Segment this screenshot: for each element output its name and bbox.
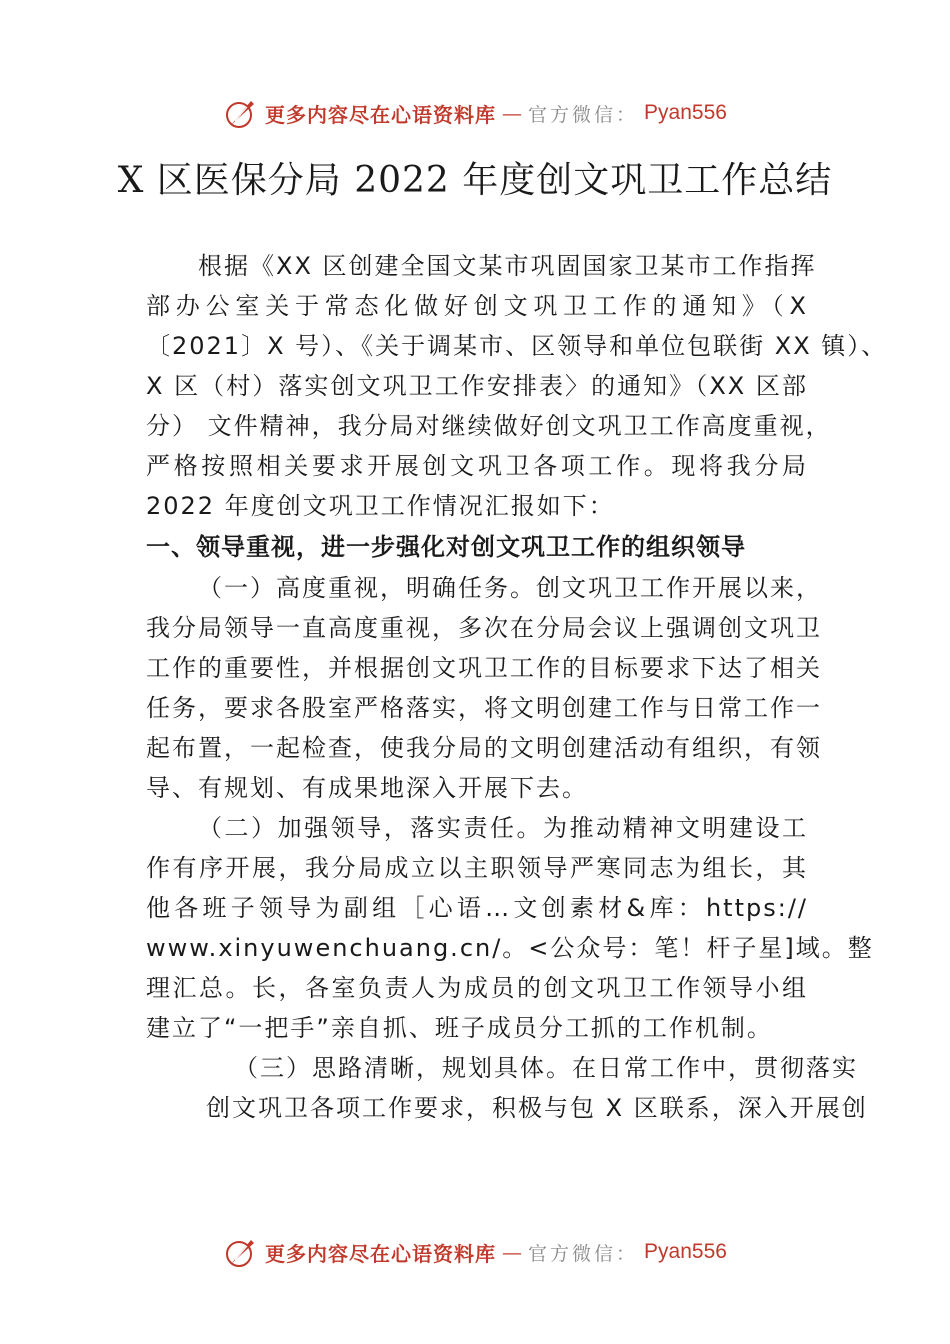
text-line: （二）加强领导，落实责任。为推动精神文明建设工: [198, 814, 808, 842]
text-line: 他各班子领导为副组［心语…文创素材&库：https://: [146, 894, 808, 922]
document-body: [146, 246, 888, 1128]
document-title: X 区医保分局 2022 年度创文巩卫工作总结: [117, 160, 833, 201]
watermark-label: 官方微信：: [528, 1242, 639, 1265]
text-line: 建立了“一把手”亲自抓、班子成员分工抓的工作机制。: [146, 1014, 773, 1042]
watermark-separator: —: [502, 1240, 523, 1264]
text-line: 2022 年度创文巩卫工作情况汇报如下：: [146, 492, 615, 520]
text-line: 〔2021〕X 号）、《关于调某市、区领导和单位包联街 XX 镇）、: [146, 332, 888, 360]
text-line: 根据《XX 区创建全国文某市巩固国家卫某市工作指挥: [198, 252, 817, 280]
text-line: 工作的重要性，并根据创文巩卫工作的目标要求下达了相关: [146, 654, 822, 682]
watermark-bottom: [0, 1234, 950, 1270]
watermark-label: 官方微信：: [528, 103, 639, 126]
watermark-text: 更多内容尽在心语资料库: [265, 102, 497, 127]
text-line: 起布置，一起检查，使我分局的文明创建活动有组织，有领: [146, 734, 822, 762]
text-line: www.xinyuwenchuang.cn/。<公众号：笔！杆子星]域。整: [146, 934, 874, 962]
paragraph-intro: [146, 246, 888, 526]
text-line: 作有序开展，我分局成立以主职领导严寒同志为组长，其: [146, 854, 808, 882]
section-body: [146, 568, 874, 1128]
text-line: 导、有规划、有成果地深入开展下去。: [146, 774, 588, 802]
section-heading: 一、领导重视，进一步强化对创文巩卫工作的组织领导: [146, 533, 746, 561]
watermark-separator: —: [502, 101, 523, 125]
watermark-top: [0, 95, 950, 131]
watermark-id: Pyan556: [644, 101, 727, 124]
watermark-text: 更多内容尽在心语资料库: [265, 1241, 497, 1266]
quill-logo-icon: [223, 1234, 259, 1270]
text-line: 理汇总。长，各室负责人为成员的创文巩卫工作领导小组: [146, 974, 808, 1002]
watermark-id: Pyan556: [644, 1240, 727, 1263]
quill-logo-icon: [223, 95, 259, 131]
text-line: 我分局领导一直高度重视，多次在分局会议上强调创文巩卫: [146, 614, 822, 642]
text-line: （三）思路清晰，规划具体。在日常工作中，贯彻落实: [234, 1054, 858, 1082]
text-line: X 区（村）落实创文巩卫工作安排表〉的通知》（XX 区部: [146, 372, 808, 400]
text-line: 任务，要求各股室严格落实，将文明创建工作与日常工作一: [146, 694, 822, 722]
text-line: （一）高度重视，明确任务。创文巩卫工作开展以来，: [198, 574, 822, 602]
text-line: 分） 文件精神，我分局对继续做好创文巩卫工作高度重视，: [146, 412, 832, 440]
text-line: 创文巩卫各项工作要求，积极与包 X 区联系，深入开展创: [206, 1094, 868, 1122]
text-line: 部办公室关于常态化做好创文巩卫工作的通知》（X: [146, 292, 808, 320]
text-line: 严格按照相关要求开展创文巩卫各项工作。现将我分局: [146, 452, 808, 480]
